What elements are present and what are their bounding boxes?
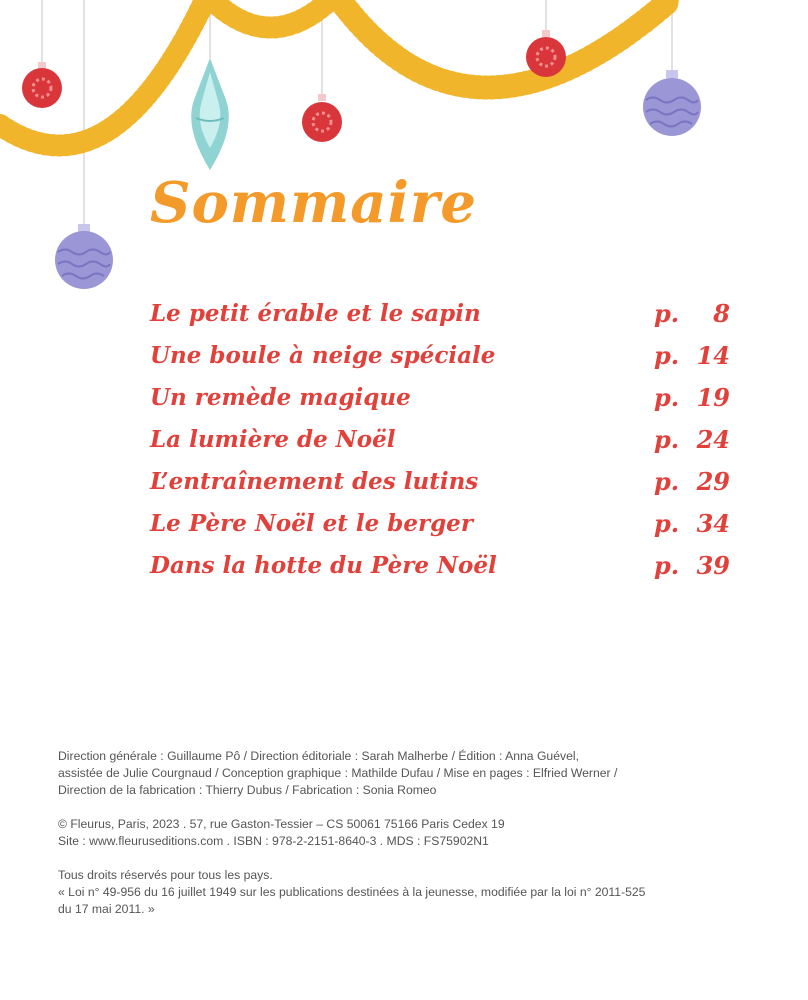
toc-entry-page: p. 8 [654, 298, 730, 328]
toc-entry[interactable] [150, 502, 730, 544]
toc-entry-title: Une boule à neige spéciale [150, 341, 496, 369]
credits-block [58, 748, 758, 935]
toc-entry-page: p. 19 [654, 382, 730, 412]
toc-entry-title: Un remède magique [150, 383, 411, 411]
toc-entry-title: La lumière de Noël [150, 425, 396, 453]
legal-notice: Tous droits réservés pour tous les pays. « Loi n° 49-956 du 16 juillet 1949 sur les publications destinées à la jeunesse, modifiée par la loi n° 2011-525 du 17 mai 2011. » [58, 868, 646, 916]
toc-entry-title: Dans la hotte du Père Noël [150, 551, 497, 579]
purple-bauble-1 [643, 70, 701, 136]
red-bauble-2 [302, 94, 342, 142]
toc-entry-page: p. 14 [654, 340, 730, 370]
red-bauble-3 [526, 30, 566, 77]
toc-entry-title: L’entraînement des lutins [150, 467, 479, 495]
toc-entry-title: Le Père Noël et le berger [150, 509, 473, 537]
red-bauble-1 [22, 62, 62, 108]
toc-entry[interactable] [150, 334, 730, 376]
toc-entry-page: p. 29 [654, 466, 730, 496]
teal-ornament [191, 58, 229, 170]
publisher-info: © Fleurus, Paris, 2023 . 57, rue Gaston-Tessier – CS 50061 75166 Paris Cedex 19 Site : www.fleuruseditions.com . ISBN : 978-2-2151-8640-3 . MDS : FS75902N1 [58, 817, 505, 848]
page-title: Sommaire [150, 170, 477, 236]
toc-entry-page: p. 24 [654, 424, 730, 454]
toc-entry[interactable] [150, 418, 730, 460]
toc-entry[interactable] [150, 292, 730, 334]
toc-entry-page: p. 39 [654, 550, 730, 580]
toc-entry[interactable] [150, 544, 730, 586]
christmas-decoration-illustration [0, 0, 808, 300]
table-of-contents [150, 292, 730, 586]
toc-entry-page: p. 34 [654, 508, 730, 538]
toc-entry-title: Le petit érable et le sapin [150, 299, 481, 327]
toc-entry[interactable] [150, 460, 730, 502]
purple-bauble-2 [55, 224, 113, 289]
staff-credits: Direction générale : Guillaume Pô / Direction éditoriale : Sarah Malherbe / Édition : Anna Guével, assistée de Julie Courgnaud / Conception graphique : Mathilde Dufau / Mise en pages : Elfried Werner / Direction de la fabrication : Thierry Dubus / Fabrication : Sonia Romeo [58, 749, 618, 797]
toc-entry[interactable] [150, 376, 730, 418]
